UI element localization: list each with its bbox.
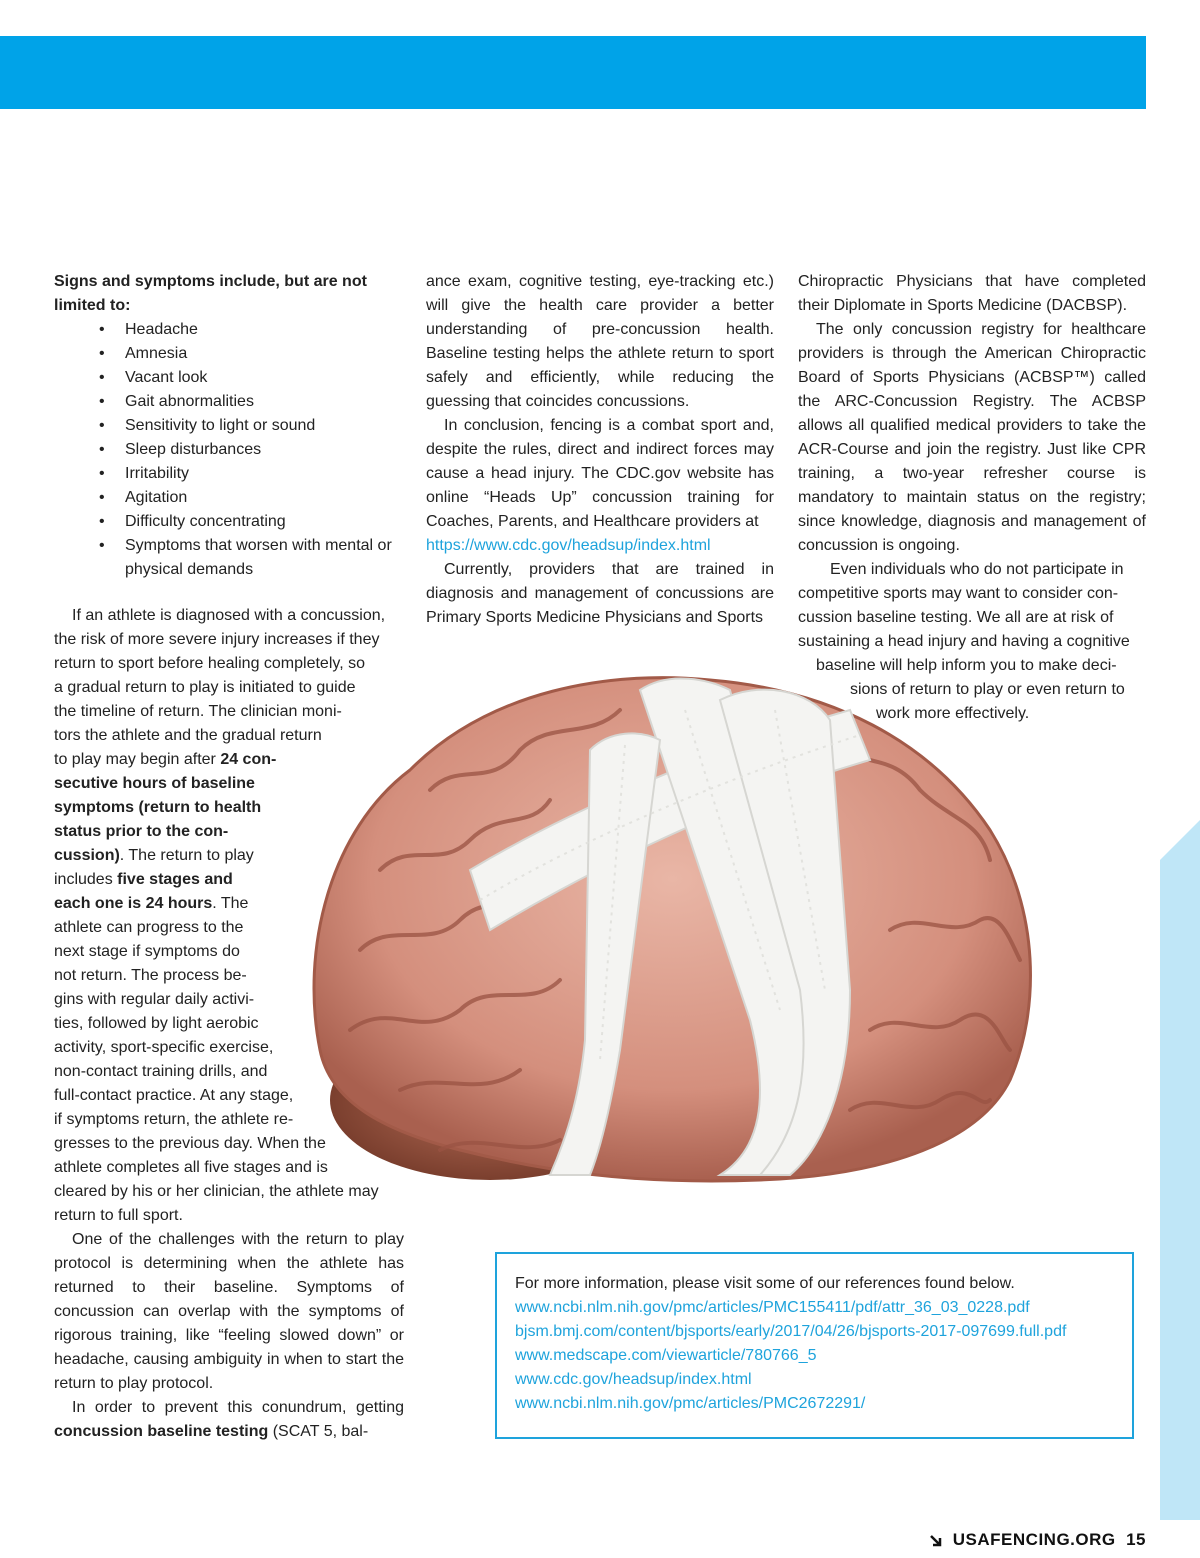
- text-line: athlete can progress to the: [54, 919, 244, 936]
- symptoms-heading: Signs and symptoms include, but are not limited to:: [54, 273, 367, 314]
- header-color-bar: [0, 36, 1146, 109]
- references-intro: For more information, please visit some of our references found below.: [515, 1275, 1015, 1292]
- symptoms-list: [54, 318, 404, 582]
- list-item: • Agitation: [99, 486, 404, 510]
- bandaged-brain-illustration: [290, 630, 1050, 1200]
- side-tab-decoration: [1160, 820, 1200, 1520]
- list-item: • Difficulty concentrating: [99, 510, 404, 534]
- left-column: [54, 270, 404, 582]
- list-item: • Gait abnormalities: [99, 390, 404, 414]
- text-span: . The: [212, 895, 249, 912]
- paragraph: [54, 1396, 404, 1444]
- text-span: (SCAT 5, bal-: [268, 1423, 369, 1440]
- text-span: includes: [54, 871, 118, 888]
- list-item: • Sleep disturbances: [99, 438, 404, 462]
- text-span: to play may begin after: [54, 751, 221, 768]
- text-line: activity, sport-specific exercise,: [54, 1039, 274, 1056]
- text-line: cleared by his or her clinician, the athlete may: [54, 1183, 379, 1200]
- paragraph: The only concussion registry for healthcare providers is through the American Chiropractic Board of Sports Physicians (ACBSP™) called the ARC-Concussion Registry. The ACBSP allows all qualified medical providers to take the ACR-Course and join the registry. Just like CPR training, a two-year refresher course is mandatory to maintain status on the registry; since knowledge, diagnosis and management of concussion is ongoing.: [798, 321, 1146, 554]
- text-line: tors the athlete and the gradual return: [54, 727, 322, 744]
- bold-text: each one is 24 hours: [54, 895, 213, 912]
- text-line: If an athlete is diagnosed with a concussion,: [72, 607, 386, 624]
- paragraph: Chiropractic Physicians that have completed their Diplomate in Sports Medicine (DACBSP).: [798, 273, 1146, 314]
- text-line: gins with regular daily activi-: [54, 991, 255, 1008]
- reference-link[interactable]: www.ncbi.nlm.nih.gov/pmc/articles/PMC2672291/: [515, 1395, 866, 1412]
- reference-link[interactable]: www.medscape.com/viewarticle/780766_5: [515, 1347, 817, 1364]
- text-line: sustaining a head injury and having a cognitive: [798, 633, 1130, 650]
- text-line: return to full sport.: [54, 1207, 183, 1224]
- reference-link[interactable]: www.ncbi.nlm.nih.gov/pmc/articles/PMC155411/pdf/attr_36_03_0228.pdf: [515, 1299, 1030, 1316]
- arrow-down-right-icon: [929, 1534, 943, 1548]
- text-line: return to sport before healing completely, so: [54, 655, 365, 672]
- bold-text: 24 con-: [220, 751, 277, 768]
- list-item: • Irritability: [99, 462, 404, 486]
- text-line: cussion baseline testing. We all are at risk of: [798, 609, 1114, 626]
- paragraph: In conclusion, fencing is a combat sport and, despite the rules, direct and indirect forces may cause a head injury. The CDC.gov website has online “Heads Up” concussion training for Coaches, Parents, and Healthcare providers at: [426, 417, 774, 530]
- bold-text: cussion): [54, 847, 120, 864]
- text-line: gresses to the previous day. When the: [54, 1135, 326, 1152]
- list-item: • Symptoms that worsen with mental or physical demands: [99, 534, 404, 582]
- text-line: baseline will help inform you to make deci-: [816, 657, 1117, 674]
- text-line: not return. The process be-: [54, 967, 247, 984]
- list-item: • Headache: [99, 318, 404, 342]
- reference-link[interactable]: www.cdc.gov/headsup/index.html: [515, 1371, 752, 1388]
- text-span: In order to prevent this conundrum, getting: [72, 1399, 404, 1416]
- text-line: ties, followed by light aerobic: [54, 1015, 259, 1032]
- page-footer: [929, 1530, 1146, 1550]
- text-line: competitive sports may want to consider con-: [798, 585, 1119, 602]
- references-box: [495, 1252, 1134, 1439]
- bold-text: concussion baseline testing: [54, 1423, 269, 1440]
- text-line: sions of return to play or even return to: [850, 681, 1125, 698]
- middle-column: [426, 270, 774, 630]
- paragraph: ance exam, cognitive testing, eye-tracking etc.) will give the health care provider a better understanding of pre-concussion health. Baseline testing helps the athlete return to sport safely and efficiently, while reducing the guessing that coincides concussions.: [426, 273, 774, 410]
- paragraph: One of the challenges with the return to play protocol is determining when the athlete has returned to their baseline. Symptoms of concussion can overlap with the symptoms of rigorous training, like “feeling slowed down” or headache, causing ambiguity in when to start the return to play protocol.: [54, 1231, 404, 1392]
- list-item: • Vacant look: [99, 366, 404, 390]
- paragraph: Currently, providers that are trained in diagnosis and management of concussions are Primary Sports Medicine Physicians and Sports: [426, 561, 774, 626]
- cdc-link[interactable]: https://www.cdc.gov/headsup/index.html: [426, 537, 711, 554]
- text-line: Even individuals who do not participate in: [830, 561, 1124, 578]
- text-line: next stage if symptoms do: [54, 943, 240, 960]
- list-item: • Sensitivity to light or sound: [99, 414, 404, 438]
- list-item: • Amnesia: [99, 342, 404, 366]
- text-line: work more effectively.: [876, 705, 1030, 722]
- text-line: athlete completes all five stages and is: [54, 1159, 328, 1176]
- bold-text: status prior to the con-: [54, 823, 229, 840]
- text-line: the timeline of return. The clinician moni-: [54, 703, 342, 720]
- text-line: if symptoms return, the athlete re-: [54, 1111, 294, 1128]
- bold-text: five stages and: [117, 871, 233, 888]
- text-line: full-contact practice. At any stage,: [54, 1087, 294, 1104]
- text-line: non-contact training drills, and: [54, 1063, 268, 1080]
- footer-site[interactable]: USAFENCING.ORG: [952, 1530, 1116, 1549]
- bold-text: symptoms (return to health: [54, 799, 262, 816]
- reference-link[interactable]: bjsm.bmj.com/content/bjsports/early/2017/04/26/bjsports-2017-097699.full.pdf: [515, 1323, 1067, 1340]
- page-number: 15: [1126, 1530, 1146, 1549]
- text-line: a gradual return to play is initiated to guide: [54, 679, 356, 696]
- text-line: the risk of more severe injury increases if they: [54, 631, 380, 648]
- text-span: . The return to play: [119, 847, 254, 864]
- bold-text: secutive hours of baseline: [54, 775, 255, 792]
